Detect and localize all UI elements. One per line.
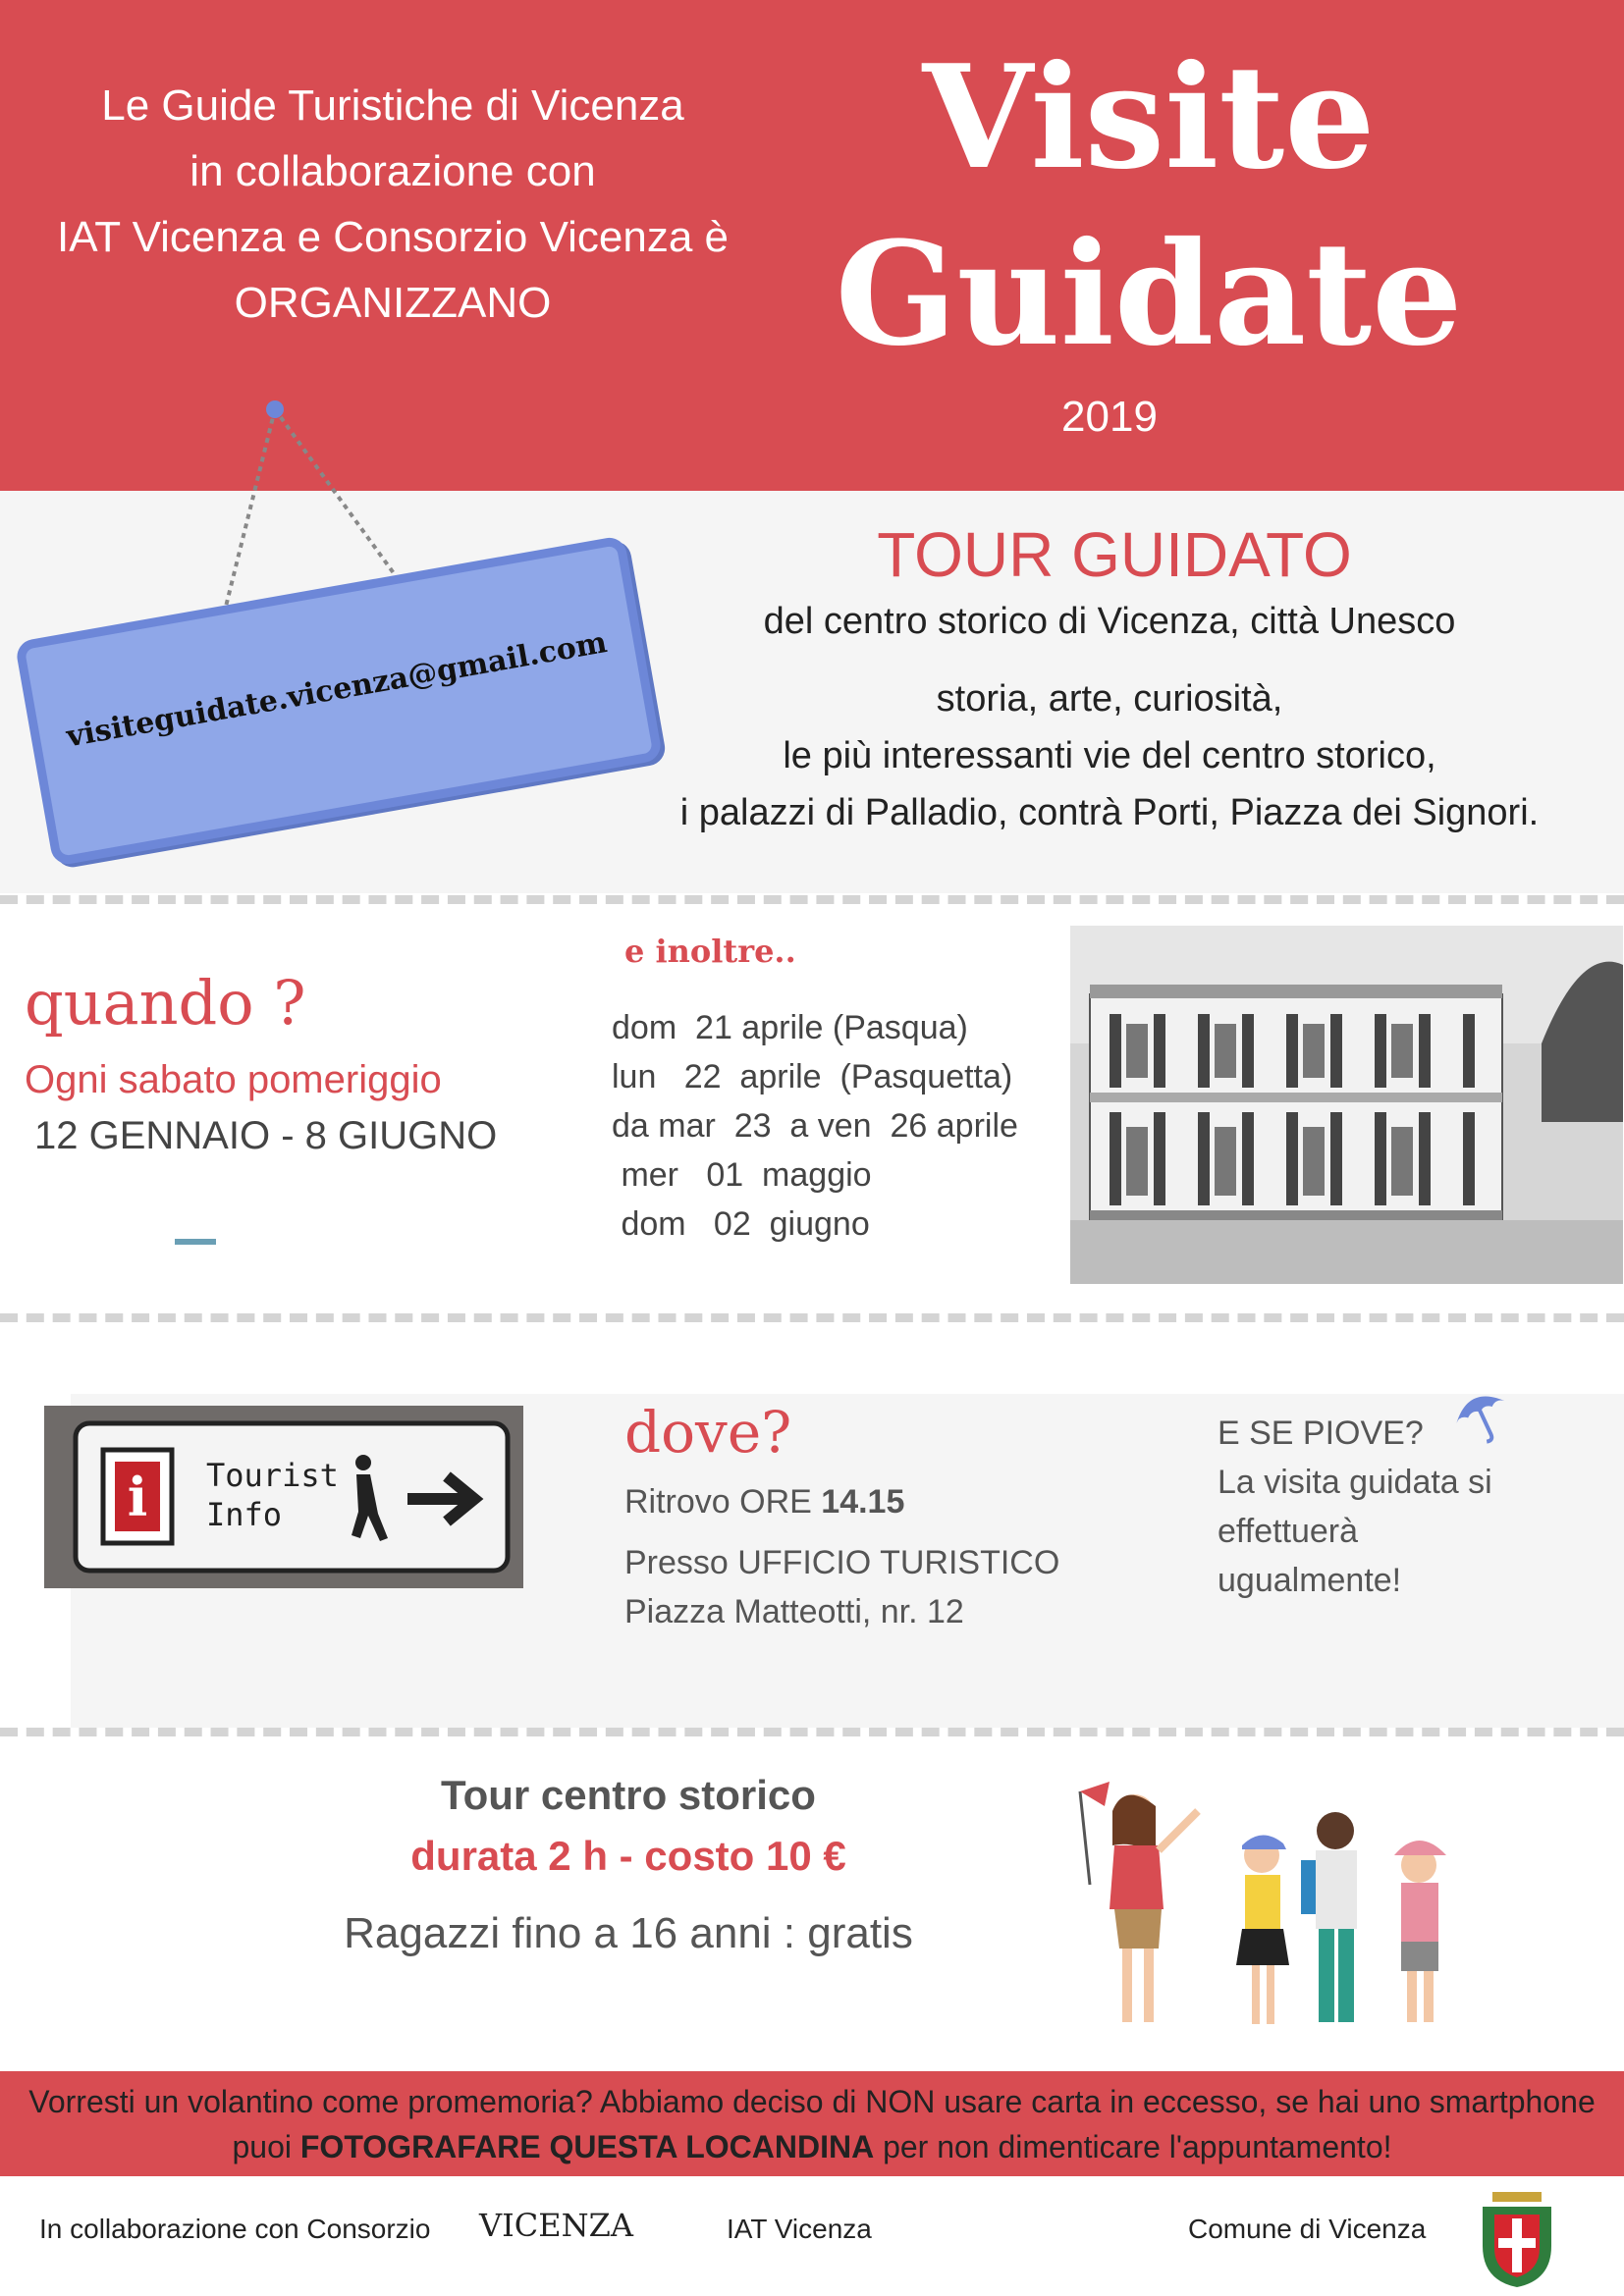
- umbrella-icon: [1448, 1382, 1517, 1451]
- tour-description: [628, 601, 1591, 841]
- intro-line: Le Guide Turistiche di Vicenza: [101, 81, 684, 130]
- title-line-2: Guidate: [835, 211, 1463, 378]
- meeting-time: Ritrovo ORE 14.15: [624, 1483, 905, 1521]
- footer-iat: IAT Vicenza: [727, 2214, 872, 2244]
- title-line-1: Visite: [922, 34, 1376, 201]
- sign-text-tourist: Tourist: [206, 1457, 339, 1494]
- date-item: lun 22 aprile (Pasquetta): [612, 1058, 1013, 1095]
- pricing-cost: durata 2 h - costo 10 €: [410, 1833, 846, 1879]
- date-item: dom 02 giugno: [612, 1205, 870, 1243]
- tour-line: del centro storico di Vicenza, città Unesco: [763, 601, 1456, 642]
- when-range: 12 GENNAIO - 8 GIUGNO: [34, 1114, 498, 1157]
- vicenza-crest-icon: [1473, 2187, 1561, 2289]
- reminder-text: [0, 2079, 1624, 2169]
- intro-line: in collaborazione con: [189, 147, 596, 195]
- palazzo-photo: [1070, 926, 1623, 1284]
- divider: [0, 1313, 1624, 1322]
- tour-line: i palazzi di Palladio, contrà Porti, Piazza dei Signori.: [679, 792, 1540, 833]
- pricing-kids: Ragazzi fino a 16 anni : gratis: [344, 1909, 913, 1957]
- when-subtitle: Ogni sabato pomeriggio: [25, 1058, 442, 1101]
- divider: [0, 895, 1624, 904]
- meeting-place: Presso UFFICIO TURISTICO: [624, 1544, 1060, 1581]
- consorzio-logo: VICENZA: [479, 2207, 633, 2244]
- decorative-mark: [175, 1239, 216, 1245]
- when-title: quando ?: [25, 967, 306, 1039]
- where-title: dove?: [624, 1399, 792, 1466]
- intro-line: ORGANIZZANO: [234, 279, 552, 327]
- rain-line: effettuerà: [1218, 1513, 1359, 1550]
- email-address[interactable]: visiteguidate.vicenza@gmail.com: [64, 624, 610, 755]
- pricing-box: [295, 1772, 962, 1958]
- footer-consorzio: In collaborazione con Consorzio: [39, 2214, 431, 2244]
- header-intro: [20, 73, 766, 336]
- extra-dates: [612, 1003, 1018, 1249]
- reminder-line: Vorresti un volantino come promemoria? Abbiamo deciso di NON usare carta in eccesso, se hai uno smartphone: [28, 2084, 1596, 2119]
- date-item: da mar 23 a ven 26 aprile: [612, 1107, 1018, 1145]
- rain-line: La visita guidata si: [1218, 1464, 1492, 1501]
- reminder-line: puoi FOTOGRAFARE QUESTA LOCANDINA per non dimenticare l'appuntamento!: [232, 2129, 1392, 2164]
- where-details: [624, 1477, 1059, 1636]
- tour-line: storia, arte, curiosità,: [936, 678, 1283, 720]
- intro-line: IAT Vicenza e Consorzio Vicenza è: [56, 213, 730, 261]
- rain-title: E SE PIOVE?: [1218, 1415, 1424, 1452]
- page-title: [805, 29, 1492, 383]
- tour-line: le più interessanti vie del centro storico,: [783, 735, 1436, 776]
- date-item: dom 21 aprile (Pasqua): [612, 1009, 968, 1046]
- meeting-address: Piazza Matteotti, nr. 12: [624, 1593, 964, 1630]
- tourist-info-sign: [44, 1406, 523, 1588]
- date-item: mer 01 maggio: [612, 1156, 872, 1194]
- footer-comune: Comune di Vicenza: [1188, 2214, 1427, 2244]
- pricing-name: Tour centro storico: [441, 1772, 816, 1818]
- divider: [0, 1728, 1624, 1736]
- sign-text-info: Info: [206, 1496, 283, 1533]
- svg-text:i: i: [127, 1466, 148, 1528]
- rain-line: ugualmente!: [1218, 1562, 1402, 1599]
- tourists-illustration: [1065, 1747, 1478, 2042]
- year: 2019: [1061, 393, 1158, 441]
- extra-title: e inoltre..: [624, 933, 796, 970]
- tour-title: TOUR GUIDATO: [877, 519, 1352, 590]
